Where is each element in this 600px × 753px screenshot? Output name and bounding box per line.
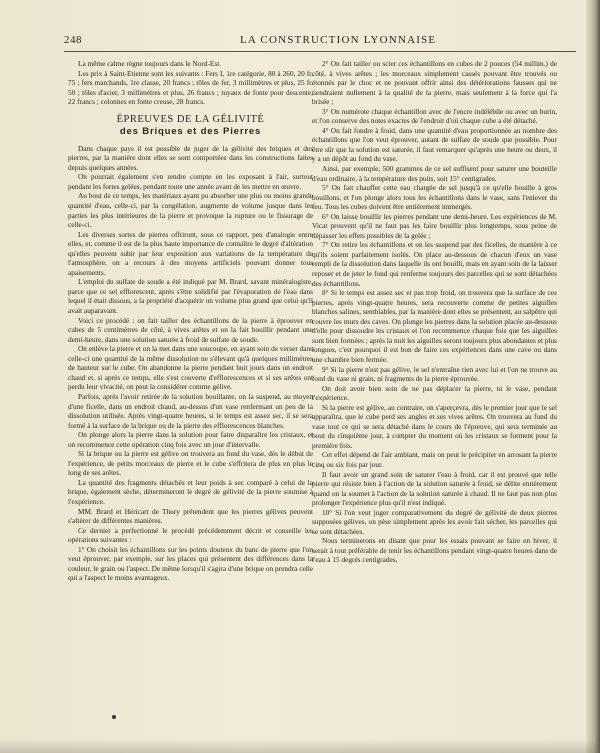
paragraph: Il faut avoir un grand soin de saturer l'eau à froid, car il est prouvé que telle pierre qui résiste bien à l'action de la solution saturée à froid, se délite entièrement quand on la soumet à l'action de la solution saturée à chaud. Il ne faut pas non plus prolonger l'expérience plus qu'il n'est indiqué. (312, 469, 557, 508)
paragraph: On doit avoir bien soin de ne pas déplacer la pierre, ni le vase, pendant l'expérience. (312, 383, 557, 403)
paragraph: 4° On fait fondre à froid, dans une quantité d'eau proportionnée au nombre des échantillons que l'on veut éprouver, autant de sulfate de soude que possible. Pour être sûr que la solution est saturée, il faut remarquer qu'après une heure ou deux, il y a un dépôt au fond du vase. (312, 125, 557, 164)
paragraph: L'emploi du sulfate de soude a été indiqué par M. Brard, savant minéralogiste, parce que ce sel efflorescent, après s'être solidifié par l'évaporation de l'eau dans lequel il était dissous, a la propriété d'acquérir un volume plus grand que celui qu'il avait auparavant. (68, 277, 313, 316)
page-binding-edge (586, 0, 600, 753)
paragraph: 9° Si la pierre n'est pas gélive, le sel n'entraîne rien avec lui et l'on ne trouve au fond du vase ni grain, ni fragments de la pierre éprouvée. (312, 364, 557, 384)
paragraph: Voici ce procédé : on fait tailler des échantillons de la pierre à éprouver en cubes de 5 centimètres de côté, à vives arêtes et on la fait bouillir pendant une demi-heure, dans une solution saturée à froid de sulfate de soude. (68, 315, 313, 344)
paragraph: Cet effet dépend de l'air ambiant, mais on peut le précipiter en arrosant la pierre cinq ou six fois par jour. (312, 450, 557, 469)
page-bottom-shadow (0, 739, 600, 753)
header-rule (64, 51, 576, 52)
paragraph: On enlève la pierre et on la met dans une soucoupe, en ayant soin de verser dans celle-ci une quantité de la même dissolution ne s'élevant qu'à quelques millimètres de hauteur sur le cube. On abandonne la pierre pendant huit jours dans un endroit chaud et, si après ce temps, elle s'est couverte d'efflorescences et si ses arêtes ont perdu leur vivacité, on peut la considérer comme gélive. (68, 344, 313, 392)
paragraph: Parfois, après l'avoir retirée de la solution bouillante, on la suspend, au moyen d'une ficelle, dans un endroit chaud, au-dessus d'un vase renfermant un peu de la dissolution utilisée. Après vingt-quatre heures, si le temps est assez sec, il se sera formé à la surface de la brique ou de la pierre des efflorescences blanches. (68, 391, 313, 430)
paragraph: Les diverses sortes de pierres offriront, sous ce rapport, peu d'analogie entre elles, et, comme il est de la plus haute importance de connaître le degré d'altération qu'elles peuvent subir par leur exposition aux variations de la température de l'atmosphère, on a recours à des moyens artificiels pouvant donner tous apaisements. (68, 229, 313, 277)
right-column (312, 59, 557, 565)
section-title: ÉPREUVES DE LA GÉLIVITÉ (116, 113, 265, 125)
paragraph: 6° On laisse bouillir les pierres pendant une demi-heure. Les expériences de M. Vicat prouvent qu'il ne faut pas les faire bouillir plus longtemps, sous peine de dépasser les effets possibles de la gelée ; (312, 211, 557, 240)
paragraph: 3° On numérote chaque échantillon avec de l'encre indélébile ou avec un burin, et l'on conserve des notes exactes de l'endroit d'où chaque cube a été détaché. (312, 106, 557, 126)
paragraph: La quantité des fragments détachés et leur poids à sec comparé à celui de la brique, également sèche, détermineront le degré de gélivité de la pierre soumise à l'expérience. (68, 477, 313, 506)
running-title: LA CONSTRUCTION LYONNAISE (240, 34, 437, 46)
paragraph: Si la brique ou la pierre est gélive on trouvera au fond du vase, dès le début de l'expérience, de petits morceaux de pierre et le cube s'effritera de plus en plus le long de ses arêtes. (68, 449, 313, 478)
paragraph: 5° On fait chauffer cette eau chargée de sel jusqu'à ce qu'elle bouille à gros bouillons, et l'on plonge alors tous les échantillons dans le vase, sans l'enlever du feu. Tous les cubes doivent être entièrement immergés. (312, 183, 557, 212)
paragraph: La même calme règne toujours dans le Nord-Est. (78, 59, 222, 68)
paragraph: 2° On fait tailler ou scier ces échantillons en cubes de 2 pouces (54 millim.) de côté, à vives arêtes ; les morceaux simplement cassés pouvant être trouvés ou étonnés par le choc et ne pouvant offrir ainsi des détériorations fausses qui ne tiendraient nullement à la qualité de la pierre, mais seulement à la force qui l'a brisée ; (312, 59, 557, 107)
paragraph: Les prix à Saint-Etienne sont les suivants : Fers I, 1re catégorie, 80 à 260, 20 fr. 75 ; fers marchands, 1re classe, 20 francs ; tôles de fer, 3 millimètres et plus, 25 fr. 50 ; tôles d'acier, 3 millimètres et plus, 26 francs ; tuyaux de fonte pour descente, 22 francs ; colonnes en fonte creuse, 28 francs. (68, 68, 313, 107)
paragraph: MM. Brard et Héricart de Thury prétendent que les pierres gélives peuvent s'altérer de différentes manières. (68, 506, 313, 526)
paragraph: Si la pierre est gélive, au contraire, on s'aperçevra, dès le premier jour que le sel apparaîtra, que le cube perd ses angles et ses vives arêtes. On trouvera au fond du vase tout ce qui se sera détaché dans le cours de l'épreuve, qui sera terminée au bout du cinquième jour, à compter du moment où les cristaux se forment pour la première fois. (312, 402, 557, 450)
paragraph: On plonge alors la pierre dans la solution pour faire disparaître les cristaux, et on recommence cette opération cinq fois avec un jour d'intervalle. (68, 430, 313, 449)
section-subtitle: des Briques et des Pierres (119, 125, 262, 137)
page-number: 248 (64, 34, 82, 46)
paragraph: On pourrait également s'en rendre compte en les exposant à l'air, surtout pendant les fortes gelées, pendant toute une année avant de les mettre en œuvre. (68, 172, 313, 191)
ink-speck (112, 715, 116, 719)
paragraph: Ce dernier a perfectionné le procédé précédemment décrit et conseille les opérations suivantes : (68, 525, 313, 545)
paragraph: Au bout de ce temps, les matériaux ayant pu absorber une plus ou moins grande quantité d'eau, celle-ci, par la congélation, augmente de volume jusque dans les parties les plus intérieures de la pierre et provoque la rupture ou le fissurage de celle-ci. (68, 191, 313, 230)
paragraph: 8° Si le temps est assez sec et pas trop froid, on trouvera que la surface de ces pierres, après vingt-quatre heures, sera recouverte comme de petites aiguilles blanches salines, semblables, par la manière dont elles se présentent, au salpêtre qui couvre les murs des caves. On plonge les pierres dans la solution placée au-dessous d'elle pour dissoudre les cristaux et l'on recommence chaque fois que les aiguilles sont bien formées ; après la nuit les aiguilles seront toujours plus abondantes et plus longues, c'est pourquoi il est bon de faire ces expériences dans une cave ou dans une chambre bien fermée. (312, 288, 557, 364)
paragraph: 1° On choisit les échantillons sur les points douteux du banc de pierre que l'on veut éprouver, par exemple, sur les places qui présentent des différences dans la couleur, le grain ou l'aspect. De même lorsqu'il s'agira d'une brique on prendra celle qui a l'aspect le moins avantageux. (68, 544, 313, 583)
paragraph: Ainsi, par exemple, 500 grammes de ce sel suffisent pour saturer une bouteille d'eau ordinaire, à la température des puits, soit 15° centigrades. (312, 164, 557, 183)
page-header (64, 34, 576, 50)
paragraph: 10° Si l'on veut juger comparativement du degré de gélivité de deux pierres supposées gélives, on pèse simplement après les avoir fait sécher, les parcelles qui se sont détachées. (312, 507, 557, 536)
paragraph: Dans chaque pays il est possible de juger de la gélivité des briques et des pierres, par la manière dont elles se sont comportées dans les constructions faites depuis quelques années. (68, 143, 313, 172)
paragraph: Nous terminerons en disant que pour les essais pouvant se faire en hiver, il serait à tout préférable de tenir les échantillons pendant vingt-quatre heures dans de l'eau à 15 degrés centigrades, (312, 536, 557, 565)
paragraph: 7° On retire les échantillons et on les suspend par des ficelles, de manière à ce qu'ils soient parfaitement isolés. On place au-dessous de chacun d'eux un vase rempli de la dissolution dans laquelle ils ont bouilli, mais en ayant soin de la laisser reposer et de jeter le fond qui renferme toujours des parcelles qui se sont détachées des échantillons. (312, 240, 557, 288)
left-column (68, 59, 313, 583)
